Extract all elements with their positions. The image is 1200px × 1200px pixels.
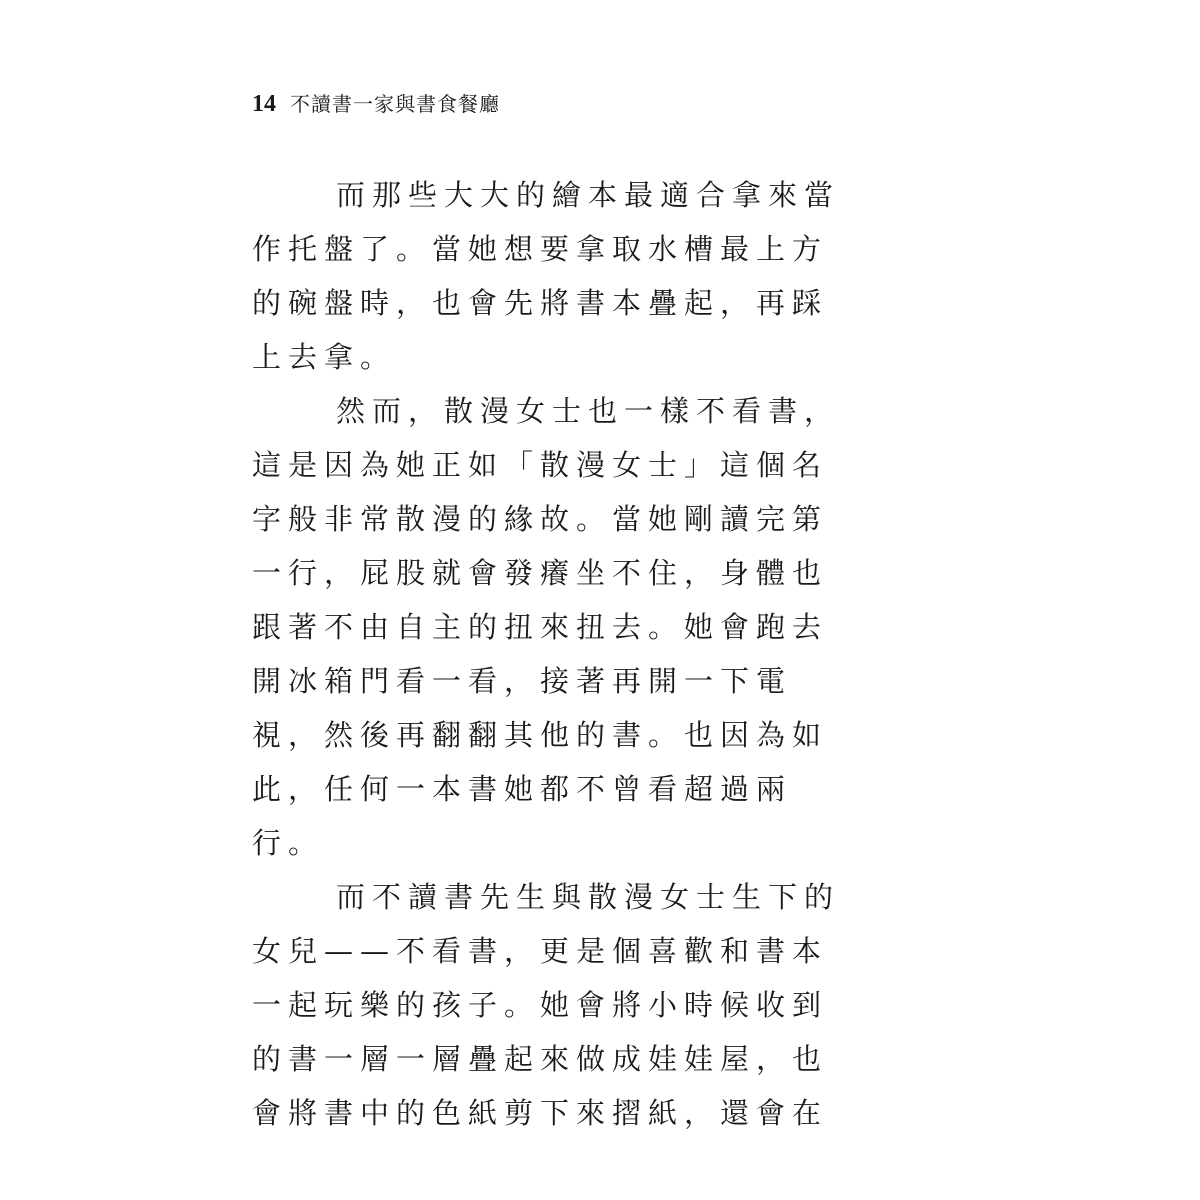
- running-header: [252, 88, 500, 122]
- text-line: 此，任何一本書她都不曾看超過兩: [252, 772, 793, 806]
- text-line: 視，然後再翻翻其他的書。也因為如: [252, 718, 829, 752]
- text-line: 作托盤了。當她想要拿取水槽最上方: [252, 232, 829, 266]
- text-line: 然而，散漫女士也一樣不看書，: [336, 394, 841, 428]
- text-line: 一起玩樂的孩子。她會將小時候收到: [252, 988, 829, 1022]
- text-line: 的書一層一層疊起來做成娃娃屋，也: [252, 1042, 829, 1076]
- text-line: 而不讀書先生與散漫女士生下的: [336, 880, 841, 914]
- text-line: 會將書中的色紙剪下來摺紙，還會在: [252, 1096, 829, 1130]
- text-line: 女兒——不看書，更是個喜歡和書本: [252, 934, 829, 968]
- text-line: 跟著不由自主的扭來扭去。她會跑去: [252, 610, 829, 644]
- text-line: 一行，屁股就會發癢坐不住，身體也: [252, 556, 829, 590]
- text-line: 而那些大大的繪本最適合拿來當: [336, 178, 841, 212]
- text-line: 這是因為她正如「散漫女士」這個名: [252, 448, 829, 482]
- book-title: 不讀書一家與書食餐廳: [290, 92, 500, 116]
- text-line: 的碗盤時，也會先將書本疊起，再踩: [252, 286, 829, 320]
- page-number: 14: [252, 91, 276, 117]
- text-line: 開冰箱門看一看，接著再開一下電: [252, 664, 793, 698]
- text-line: 行。: [252, 826, 325, 860]
- text-line: 上去拿。: [252, 340, 397, 374]
- text-line: 字般非常散漫的緣故。當她剛讀完第: [252, 502, 829, 536]
- body-text: [252, 168, 952, 1140]
